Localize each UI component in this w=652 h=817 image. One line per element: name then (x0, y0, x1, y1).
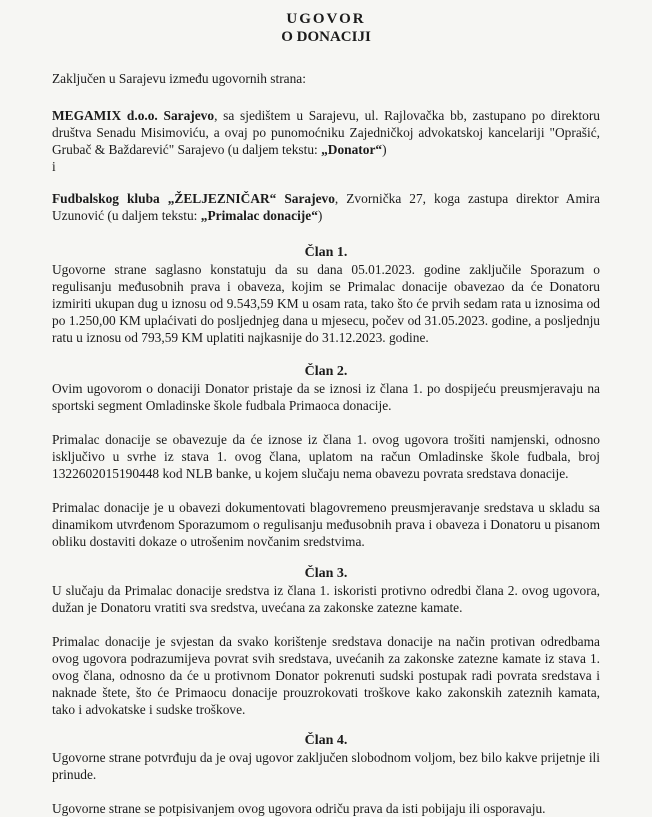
donor-details: , sa sjedištem u Sarajevu, ul. Rajlovačka bb, zastupano po direktoru društva Senadu Misimoviću, a ovaj po punomoćniku Zajedničkoj advokatskoj kancelariji "Oprašić, Grubač & Baždarević" Sarajevo (u daljem tekstu: (52, 108, 601, 157)
party-recipient (52, 190, 600, 224)
article-1-heading: Član 1. (304, 245, 348, 260)
article-2-paragraph-1: Ovim ugovorom o donaciji Donator pristaje da se iznosi iz člana 1. po dospijeću preusmjeravaju na sportski segment Omladinske škole fudbala Primaoca donacije. (52, 381, 600, 413)
article-2-heading: Član 2. (304, 364, 348, 379)
recipient-end: ) (317, 208, 323, 223)
recipient-details: , Zvornička 27, koga zastupa direktor Amira Uzunović (u daljem tekstu: (52, 191, 600, 223)
party-donor (52, 107, 600, 158)
recipient-role: „Primalac donacije“ (200, 208, 318, 223)
article-3-paragraph-1: U slučaju da Primalac donacije sredstva iz člana 1. iskoristi protivno odredbi člana 2. ovog ugovora, dužan je Donatoru vratiti sva sredstva, uvećana za zakonske zatezne kamate. (52, 583, 600, 615)
recipient-name: Fudbalskog kluba „ŽELJEZNIČAR“ Sarajevo (52, 191, 335, 206)
article-4-heading: Član 4. (304, 733, 348, 748)
document-subtitle: O DONACIJI (281, 29, 371, 45)
document-title: UGOVOR (286, 11, 366, 27)
article-3-paragraph-2: Primalac donacije je svjestan da svako korištenje sredstava donacije na način protivan odredbama ovog ugovora podrazumijeva povrat svih sredstava, uvećanih za zakonske zatezne kamate iz stava 1. ovog člana, odnosno da će u protivnom Donator pokrenuti sudski postupak radi povrata sredstava i naknade štete, što će Primaocu donacije prouzrokovati troškove kako zakonskih zateznih kamata, tako i advokatske i sudske troškove. (52, 634, 600, 717)
party-conjunction: i (52, 159, 56, 174)
article-3-heading: Član 3. (304, 566, 348, 581)
article-1-paragraph-1: Ugovorne strane saglasno konstatuju da su dana 05.01.2023. godine zaključile Sporazum o regulisanju međusobnih prava i obaveza, kojim se Primalac donacije obavezao da će Donatoru izmiriti ukupan dug u iznosu od 9.543,59 KM u osam rata, tako što će prvih sedam rata u iznosima od po 1.250,00 KM uplaćivati do posljednjeg dana u mjesecu, počev od 31.05.2023. godine, a posljednju ratu u iznosu od 793,59 KM uplatiti najkasnije do 31.12.2023. godine. (52, 262, 600, 345)
article-4-paragraph-2: Ugovorne strane se potpisivanjem ovog ugovora odriču prava da isti pobijaju ili osporavaju. (52, 801, 546, 816)
article-4-paragraph-1: Ugovorne strane potvrđuju da je ovaj ugovor zaključen slobodnom voljom, bez bilo kakve prijetnje ili prinude. (52, 750, 600, 782)
donor-role: „Donator“ (321, 142, 383, 157)
article-2-paragraph-2: Primalac donacije se obavezuje da će iznose iz člana 1. ovog ugovora trošiti namjenski, odnosno isključivo u svrhe iz stava 1. ovog člana, uplatom na račun Omladinske škole fudbala, broj 1322602015190448 kod NLB banke, u kojem slučaju nema obavezu povrata sredstava donacije. (52, 432, 600, 481)
intro-line: Zaključen u Sarajevu između ugovornih strana: (52, 71, 306, 86)
donor-end: ) (382, 142, 387, 157)
donor-name: MEGAMIX d.o.o. Sarajevo (52, 108, 215, 123)
article-2-paragraph-3: Primalac donacije je u obavezi dokumentovati blagovremeno preusmjeravanje sredstava u skladu sa dinamikom utvrđenom Sporazumom o regulisanju međusobnih prava i obaveza i Donatoru u pisanom obliku dostaviti dokaze o utrošenim novčanim sredstvima. (52, 500, 600, 549)
